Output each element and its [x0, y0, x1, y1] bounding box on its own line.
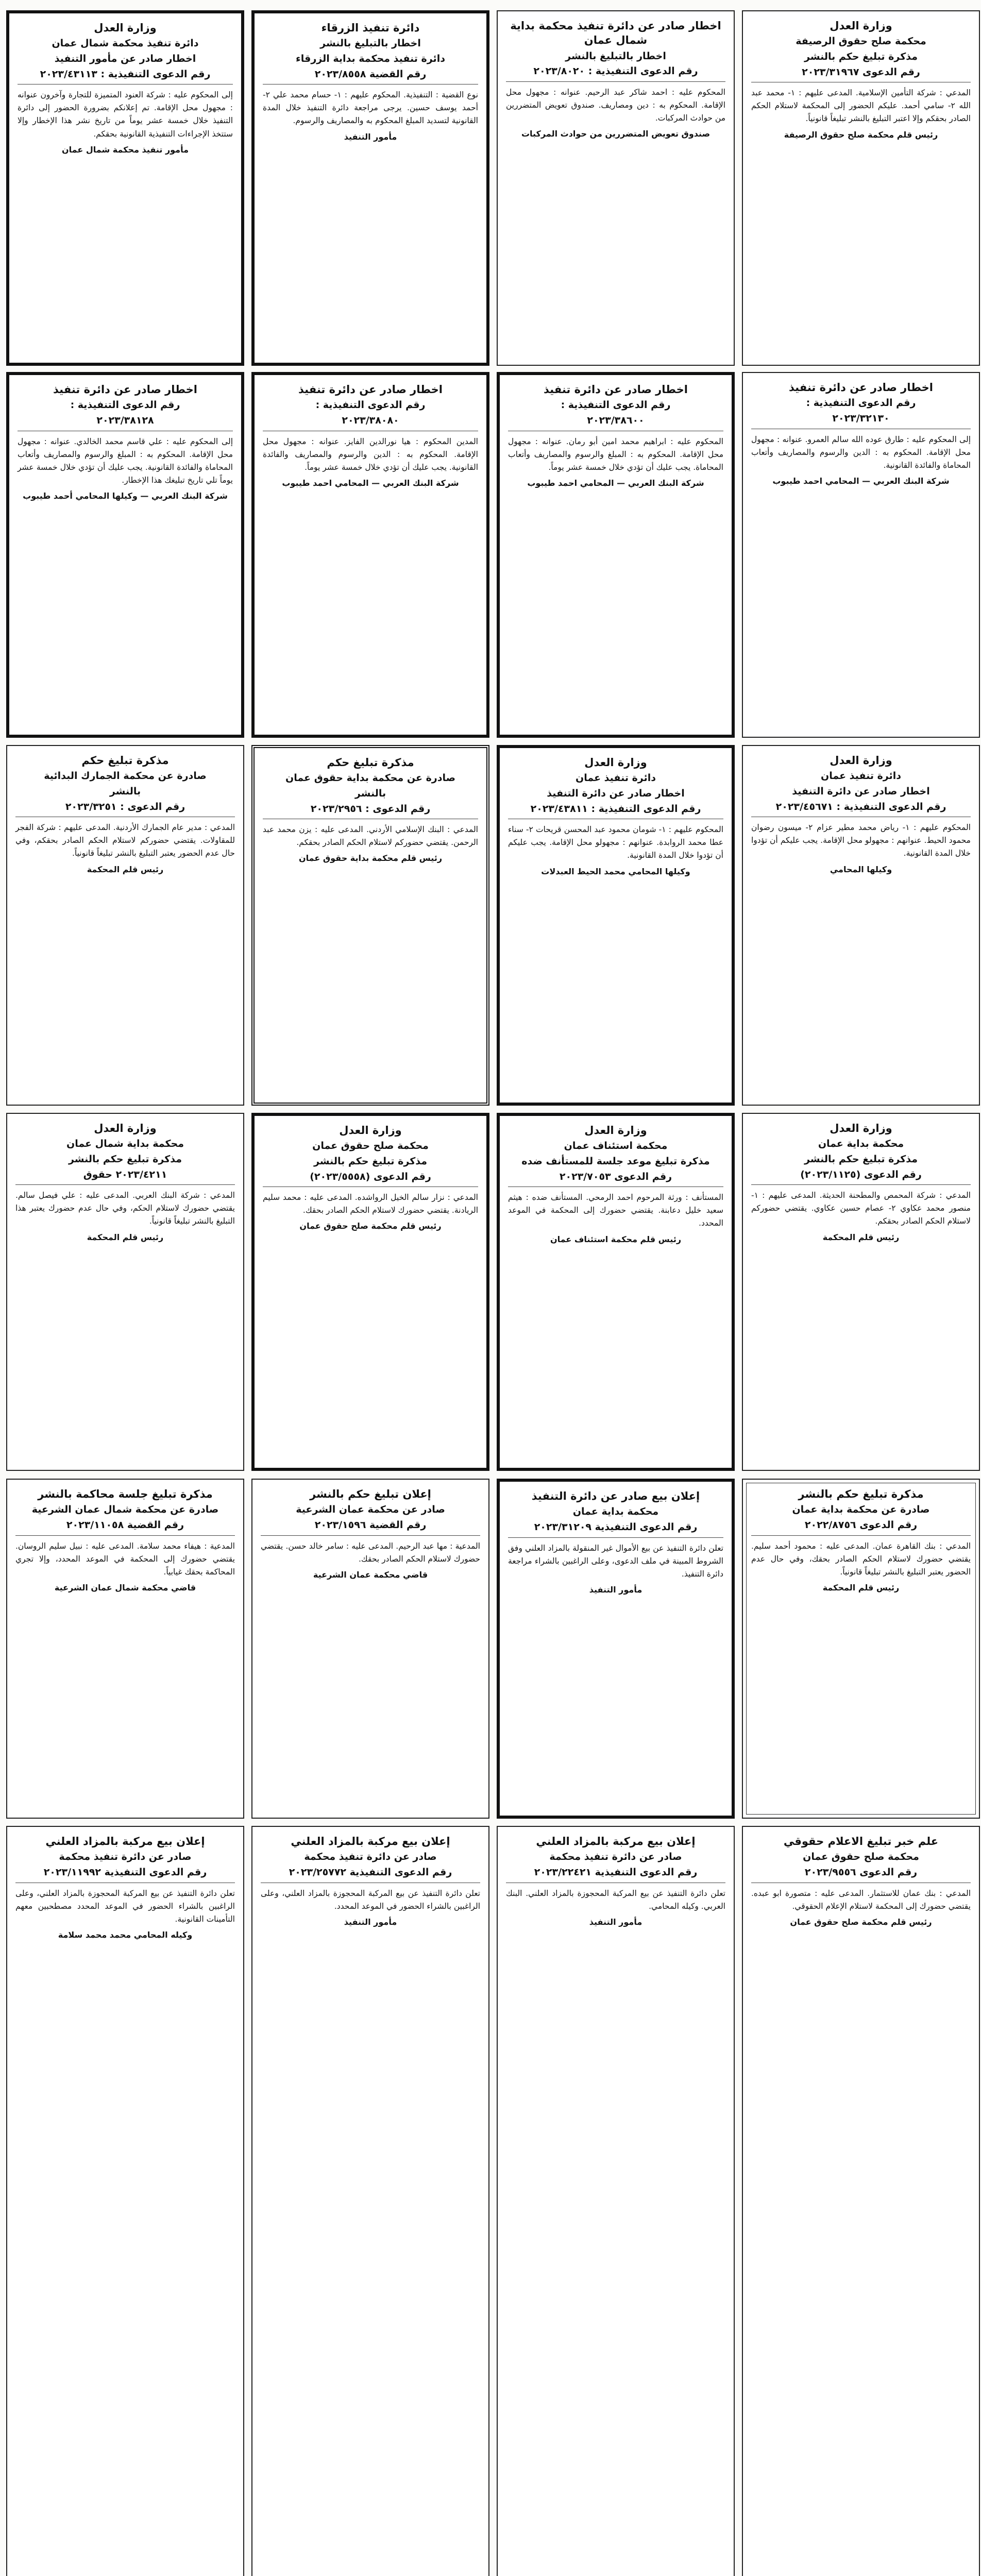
- notice-signature: وكيله المحامي محمد محمد سلامة: [58, 1929, 193, 1940]
- notice-signature: مأمور التنفيذ: [344, 131, 397, 142]
- notice-subheading: اخطار صادر عن دائرة التنفيذ: [547, 787, 685, 799]
- notice-body: تعلن دائرة التنفيذ عن بيع المركبة المحجوزة بالمزاد العلني. البنك العربي. وكيله المحامي.: [506, 1888, 725, 1911]
- notice-signature: رئيس قلم المحكمة: [822, 1582, 900, 1592]
- notice-subheading: بالنشر: [109, 785, 141, 797]
- legal-notice-r4c3: [497, 1113, 735, 1471]
- notice-body: نوع القضية : التنفيذية. المحكوم عليهم : ١- حسام محمد علي ٢- أحمد يوسف حسين. يرجى مراجعة دائرة التنفيذ خلال المدة القانونية لتسديد المبلغ المحكوم به والمصاريف والرسوم.: [263, 90, 479, 126]
- legal-notice-r3c3: [497, 745, 735, 1106]
- notice-signature: وكيلها المحامي محمد الحيط العبدلات: [541, 866, 690, 876]
- notice-signature: رئيس قلم محكمة بداية حقوق عمان: [298, 853, 443, 863]
- notice-signature: مأمور التنفيذ: [589, 1584, 642, 1595]
- notice-case-number: ٢٠٢٣/٣٨١٢٨: [18, 414, 233, 431]
- notice-subheading: اخطار صادر عن دائرة التنفيذ: [792, 785, 930, 797]
- notice-heading: اخطار صادر عن دائرة تنفيذ: [53, 383, 197, 396]
- legal-notice-r2c2: [251, 372, 489, 738]
- notice-signature: شركة البنك العربي — المحامي احمد طيبوب: [772, 476, 950, 486]
- notice-body: إلى المحكوم عليه : شركة العنود المتميزة للتجارة وآخرون عنوانه : مجهول محل الإقامة. تم إعلانكم بضرورة الحضور إلى دائرة التنفيذ خلال خمسة عشر يوماً من تاريخ نشر هذا الإخطار وإلا ستتخذ الإجراءات التنفيذية القانونية بحقكم.: [18, 90, 233, 139]
- notice-case-number: رقم الدعوى التنفيذية : ٢٠٢٣/٤٥٦٧١: [751, 801, 971, 818]
- legal-notice-r4c2: [251, 1113, 489, 1471]
- notice-body: المدعي : البنك الإسلامي الأردني. المدعى عليه : يزن محمد عبد الرحمن. يقتضي حضوركم لاستلام الحكم الصادر بحقكم.: [263, 825, 478, 848]
- notice-subheading: مذكرة تبليغ حكم بالنشر: [804, 1153, 918, 1165]
- legal-notice-r5c4: [742, 1479, 980, 1819]
- notice-signature: شركة البنك العربي — وكيلها المحامي أحمد طيبوب: [23, 491, 228, 501]
- legal-notice-r5c1: [6, 1479, 244, 1819]
- notice-signature: رئيس قلم المحكمة: [822, 1232, 900, 1242]
- notice-case-number: ٢٠٢٣/٣٨٠٨٠: [263, 414, 478, 431]
- legal-notice-r6c3: [497, 1826, 735, 2576]
- notice-heading: مذكرة تبليغ حكم بالنشر: [798, 1488, 924, 1500]
- notice-body: إلى المحكوم عليه : طارق عوده الله سالم العمرو. عنوانه : مجهول محل الإقامة. المحكوم به : الدين والرسوم والمصاريف وأتعاب المحاماة والفائدة القانونية.: [751, 434, 971, 470]
- notice-body: المدعية : مها عبد الرحيم. المدعى عليه : سامر خالد حسن. يقتضي حضورك لاستلام الحكم الصادر بحقك.: [261, 1541, 480, 1564]
- notice-subheading: رقم الدعوى التنفيذية :: [315, 399, 426, 411]
- legal-notice-r5c2: [251, 1479, 489, 1819]
- notice-subheading: محكمة استئناف عمان: [564, 1140, 668, 1152]
- notice-subheading: صادر عن دائرة تنفيذ محكمة: [59, 1851, 192, 1863]
- notice-case-number: ٢٠٢٣/٣٢١٣٠: [751, 412, 971, 429]
- notice-subheading: محكمة صلح حقوق عمان: [803, 1851, 919, 1863]
- notice-heading: اخطار صادر عن دائرة تنفيذ محكمة بداية شمال عمان: [510, 20, 721, 47]
- notice-heading: اخطار صادر عن دائرة تنفيذ: [789, 381, 933, 394]
- notice-subheading: اخطار بالتبليغ بالنشر: [320, 38, 421, 49]
- notice-signature: رئيس قلم محكمة استئناف عمان: [550, 1234, 682, 1244]
- notice-subheading: محكمة بداية عمان: [818, 1138, 904, 1150]
- notice-signature: قاضي محكمة شمال عمان الشرعية: [54, 1582, 196, 1592]
- notice-subheading: مذكرة تبليغ حكم بالنشر: [804, 50, 918, 62]
- notice-subheading: دائرة تنفيذ عمان: [575, 772, 656, 784]
- notice-subheading: صادرة عن محكمة بداية حقوق عمان: [285, 772, 455, 784]
- notice-heading: وزارة العدل: [830, 1122, 892, 1134]
- notice-body: المدعي : بنك عمان للاستثمار. المدعى عليه : متصورة ابو عبده. يقتضي حضورك إلى المحكمة لاستلام الإعلام الحقوقي.: [751, 1888, 971, 1911]
- notice-heading: مذكرة تبليغ حكم: [81, 754, 169, 767]
- notice-case-number: رقم القضية ٢٠٢٣/٨٥٥٨: [263, 68, 478, 85]
- legal-notice-r1c3: [497, 10, 735, 366]
- notice-case-number: رقم الدعوى التنفيذية : ٢٠٢٣/٨٠٢٠: [506, 65, 725, 82]
- notice-case-number: ٢٠٢٣/٣٨٦٠٠: [508, 414, 723, 431]
- notice-heading: مذكرة تبليغ جلسة محاكمة بالنشر: [38, 1488, 213, 1500]
- notice-signature: صندوق تعويض المتضررين من حوادث المركبات: [521, 129, 711, 139]
- notice-subheading: رقم الدعوى التنفيذية :: [806, 397, 916, 409]
- notice-signature: رئيس قلم المحكمة: [87, 864, 164, 874]
- notice-body: المدعية : هيفاء محمد سلامة. المدعى عليه : نبيل سليم الروسان. يقتضي حضورك إلى المحكمة في الموعد المحدد، وإلا تجري المحاكمة بحقك غيابياً.: [15, 1541, 235, 1577]
- legal-notice-r5c3: [497, 1479, 735, 1819]
- notice-heading: إعلان بيع مركبة بالمزاد العلني: [45, 1835, 205, 1848]
- notice-case-number: رقم الدعوى (٢٠٢٣/٥٥٥٨): [263, 1171, 478, 1188]
- legal-notice-r6c1: [6, 1826, 244, 2576]
- notice-subheading: صادرة عن محكمة بداية عمان: [792, 1504, 930, 1516]
- notice-subheading: دائرة تنفيذ عمان: [820, 770, 902, 782]
- notice-signature: رئيس قلم محكمة صلح حقوق عمان: [790, 1917, 932, 1927]
- notice-body: المدعي : شركة البنك العربي. المدعى عليه : علي فيصل سالم. يقتضي حضورك لاستلام الحكم، وفي حال عدم حضورك يعتبر هذا التبليغ بالنشر تبليغاً قانونياً.: [15, 1191, 235, 1226]
- notice-signature: رئيس قلم المحكمة: [87, 1232, 164, 1242]
- notice-signature: وكيلها المحامي: [830, 864, 892, 874]
- notice-subheading: اخطار بالتبليغ بالنشر: [565, 50, 666, 62]
- notice-subheading: دائرة تنفيذ محكمة بداية الزرقاء: [296, 53, 445, 64]
- notice-subheading: بالنشر: [354, 787, 386, 799]
- notice-subheading: صادرة عن محكمة الجمارك البدائية: [44, 770, 207, 782]
- notice-subheading: رقم الدعوى التنفيذية :: [561, 399, 671, 411]
- notice-heading: وزارة العدل: [830, 754, 892, 767]
- notice-subheading: مذكرة تبليغ حكم بالنشر: [68, 1153, 182, 1165]
- notice-heading: علم خبر تبليغ الاعلام حقوقي: [783, 1835, 939, 1848]
- notice-body: تعلن دائرة التنفيذ عن بيع المركبة المحجوزة بالمزاد العلني، وعلى الراغبين بالشراء الحضور في الموعد المحدد مصطحبين معهم التأمينات القانونية.: [15, 1888, 235, 1924]
- notice-subheading: مذكرة تبليغ موعد جلسة للمستأنف ضده: [521, 1155, 710, 1167]
- notice-heading: وزارة العدل: [94, 1122, 157, 1134]
- legal-notice-r1c1: [6, 10, 244, 366]
- notice-heading: إعلان بيع مركبة بالمزاد العلني: [291, 1835, 450, 1848]
- notice-subheading: صادر عن دائرة تنفيذ محكمة: [549, 1851, 682, 1863]
- notice-body: تعلن دائرة التنفيذ عن بيع الأموال غير المنقولة بالمزاد العلني وفق الشروط المبينة في ملف الدعوى، وعلى الراغبين بالشراء مراجعة دائرة التنفيذ.: [508, 1543, 723, 1579]
- notice-signature: مأمور التنفيذ: [344, 1917, 397, 1927]
- notice-signature: مأمور التنفيذ: [589, 1917, 642, 1927]
- notice-case-number: رقم الدعوى : ٢٠٢٣/٣٢٥١: [15, 801, 235, 818]
- legal-notice-r2c4: [742, 372, 980, 738]
- legal-notice-r2c3: [497, 372, 735, 738]
- notice-signature: مأمور تنفيذ محكمة شمال عمان: [61, 144, 189, 155]
- notice-heading: إعلان تبليغ حكم بالنشر: [310, 1488, 431, 1500]
- legal-notice-r6c4: [742, 1826, 980, 2576]
- notice-signature: رئيس قلم محكمة صلح حقوق عمان: [299, 1221, 442, 1231]
- notice-body: المستأنف : ورثة المرحوم احمد الرمحي. المستأنف ضده : هيثم سعيد خليل دعابنة. يقتضي حضورك إلى المحكمة في الموعد المحدد.: [508, 1193, 723, 1228]
- notice-heading: اخطار صادر عن دائرة تنفيذ: [544, 383, 688, 396]
- notice-heading: وزارة العدل: [94, 22, 157, 34]
- notice-body: إلى المحكوم عليه : علي قاسم محمد الخالدي. عنوانه : مجهول محل الإقامة. المحكوم به : المبلغ والرسوم والمصاريف وأتعاب المحاماة والفائدة القانونية. يجب عليك أن تؤدي خلال خمسة عشر يوماً تلي تاريخ تبليغك هذا الإخطار.: [18, 436, 233, 485]
- notice-subheading: رقم الدعوى التنفيذية :: [70, 399, 180, 411]
- notice-signature: قاضي محكمة عمان الشرعية: [313, 1569, 428, 1580]
- legal-notice-r4c1: [6, 1113, 244, 1471]
- notice-case-number: رقم الدعوى التنفيذية ٢٠٢٣/٢٢٤٢١: [506, 1866, 725, 1883]
- notice-case-number: رقم الدعوى ٢٠٢٣/٣١٩٦٧: [751, 66, 971, 83]
- notice-body: تعلن دائرة التنفيذ عن بيع المركبة المحجوزة بالمزاد العلني، وعلى الراغبين بالشراء الحضور في الموعد المحدد.: [261, 1888, 480, 1911]
- notice-heading: دائرة تنفيذ الزرقاء: [321, 22, 420, 34]
- notice-body: المدعي : مدير عام الجمارك الأردنية. المدعى عليهم : شركة الفجر للمقاولات. يقتضي حضوركم لاستلام الحكم الصادر بحقكم، وفي حال عدم الحضور يعتبر التبليغ بالنشر تبليغاً قانونياً.: [15, 823, 235, 858]
- notice-subheading: محكمة بداية شمال عمان: [66, 1138, 184, 1150]
- notice-case-number: ٢٠٢٣/٤٢١١ حقوق: [15, 1168, 235, 1185]
- legal-notice-r3c4: [742, 745, 980, 1106]
- notice-body: المحكوم عليهم : ١- رياض محمد مطير عزام ٢- ميسون رضوان محمود الحيط. عنوانهم : مجهولو محل الإقامة. يجب عليكم أن تؤدوا خلال المدة القانونية.: [751, 823, 971, 858]
- notice-subheading: صادرة عن محكمة شمال عمان الشرعية: [31, 1504, 219, 1516]
- notice-subheading: دائرة تنفيذ محكمة شمال عمان: [52, 38, 199, 49]
- notice-case-number: رقم القضية ٢٠٢٣/١١٠٥٨: [15, 1519, 235, 1536]
- notice-body: المحكوم عليه : احمد شاكر عبد الرحيم. عنوانه : مجهول محل الإقامة. المحكوم به : دين ومصاريف. صندوق تعويض المتضررين من حوادث المركبات.: [506, 87, 725, 123]
- notice-signature: شركة البنك العربي — المحامي احمد طيبوب: [282, 478, 459, 488]
- notice-heading: وزارة العدل: [584, 756, 647, 769]
- legal-notice-r1c4: [742, 10, 980, 366]
- notice-case-number: رقم الدعوى التنفيذية : ٢٠٢٣/٤٣١١٣: [18, 68, 233, 85]
- notice-heading: مذكرة تبليغ حكم: [327, 756, 414, 769]
- notice-body: المدعي : شركة المحمص والمطحنة الحديثة. المدعى عليهم : ١- منصور محمد عكاوي ٢- عصام حسين عكاوي. يقتضي حضوركم لاستلام الحكم الصادر بحقكم.: [751, 1191, 971, 1226]
- legal-notice-r2c1: [6, 372, 244, 738]
- notice-case-number: رقم الدعوى التنفيذية ٢٠٢٣/٢٥٧٧٢: [261, 1866, 480, 1883]
- notice-heading: إعلان بيع مركبة بالمزاد العلني: [536, 1835, 696, 1848]
- notice-subheading: مذكرة تبليغ حكم بالنشر: [313, 1155, 427, 1167]
- notice-body: المدعي : بنك القاهرة عمان. المدعى عليه : محمود أحمد سليم. يقتضي حضورك لاستلام الحكم الصادر بحقك، وفي حال عدم الحضور يعتبر التبليغ بالنشر تبليغاً قانونياً.: [751, 1541, 971, 1577]
- notice-body: المحكوم عليه : ابراهيم محمد امين أبو رمان. عنوانه : مجهول محل الإقامة. المحكوم به : المبلغ والرسوم والمصاريف وأتعاب المحاماة. يجب عليك أن تؤدي خلال خمسة عشر يوماً.: [508, 436, 723, 472]
- notice-body: المدعي : نزار سالم الخيل الرواشده. المدعى عليه : محمد سليم الريادنة. يقتضي حضورك لاستلام الحكم الصادر بحقك.: [263, 1193, 478, 1215]
- notice-subheading: صادر عن دائرة تنفيذ محكمة: [304, 1851, 437, 1863]
- notice-subheading: محكمة صلح حقوق الرصيفة: [796, 36, 926, 47]
- legal-notice-r1c2: [251, 10, 489, 366]
- notice-case-number: رقم الدعوى التنفيذية ٢٠٢٣/٣١٢٠٩: [508, 1521, 723, 1538]
- legal-notice-r6c2: [251, 1826, 489, 2576]
- notice-case-number: رقم الدعوى ٢٠٢٣/٩٥٥٦: [751, 1866, 971, 1883]
- notice-subheading: صادر عن محكمة عمان الشرعية: [296, 1504, 445, 1516]
- notice-case-number: رقم القضية ٢٠٢٣/١٥٩٦: [261, 1519, 480, 1536]
- legal-notice-r4c4: [742, 1113, 980, 1471]
- notice-case-number: رقم الدعوى ٢٠٢٣/٧٠٥٣: [508, 1171, 723, 1188]
- notice-heading: إعلان بيع صادر عن دائرة التنفيذ: [531, 1490, 700, 1502]
- notice-case-number: رقم الدعوى (٢٠٢٣/١١٢٥): [751, 1168, 971, 1185]
- notice-case-number: رقم الدعوى التنفيذية : ٢٠٢٣/٤٣٨١١: [508, 803, 723, 820]
- legal-notice-r3c1: [6, 745, 244, 1106]
- notice-subheading: محكمة صلح حقوق عمان: [312, 1140, 429, 1152]
- notice-heading: وزارة العدل: [830, 20, 892, 32]
- notice-signature: شركة البنك العربي — المحامي احمد طيبوب: [527, 478, 704, 488]
- notice-subheading: محكمة بداية عمان: [572, 1506, 659, 1518]
- legal-notice-r3c2: [251, 745, 489, 1106]
- notice-signature: رئيس قلم محكمة صلح حقوق الرصيفة: [784, 129, 938, 140]
- notice-subheading: اخطار صادر عن مأمور التنفيذ: [54, 53, 196, 64]
- notice-body: المحكوم عليهم : ١- شومان محمود عبد المحسن قريحات ٢- سناء عطا محمد الروابدة. عنوانهم : مجهولو محل الإقامة. يجب عليكم أن تؤدوا خلال المدة القانونية.: [508, 825, 724, 860]
- notice-heading: وزارة العدل: [584, 1124, 647, 1137]
- notice-heading: اخطار صادر عن دائرة تنفيذ: [298, 383, 443, 396]
- notice-case-number: رقم الدعوى التنفيذية ٢٠٢٣/١١٩٩٢: [15, 1866, 235, 1883]
- notice-body: المدين المحكوم : هيا نورالدين الفايز. عنوانه : مجهول محل الإقامة. المحكوم به : الدين والرسوم والمصاريف والفائدة القانونية. يجب عليك أن تؤدي خلال خمسة عشر يوماً.: [263, 436, 478, 472]
- notice-case-number: رقم الدعوى : ٢٠٢٣/٢٩٥٦: [263, 803, 478, 820]
- notice-body: المدعي : شركة التأمين الإسلامية. المدعى عليهم : ١- محمد عبد الله ٢- سامي أحمد. عليكم الحضور إلى المحكمة لاستلام الحكم الصادر بحقكم وإلا اعتبر التبليغ بالنشر تبليغاً قانونياً.: [751, 88, 971, 124]
- notice-case-number: رقم الدعوى ٢٠٢٢/٨٧٥٦: [751, 1519, 971, 1536]
- notice-heading: وزارة العدل: [339, 1124, 402, 1137]
